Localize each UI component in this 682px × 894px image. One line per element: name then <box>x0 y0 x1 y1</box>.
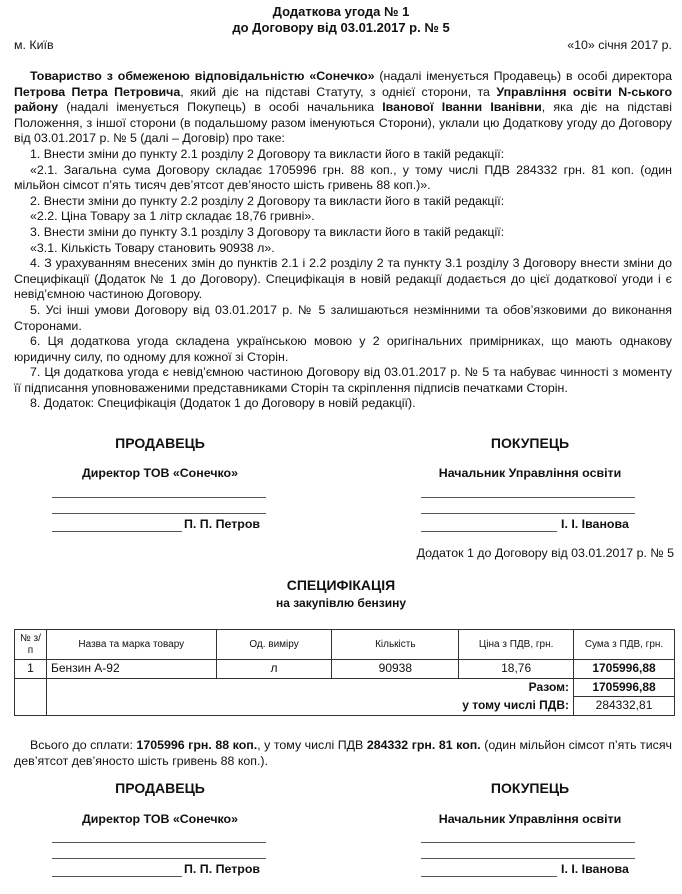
col-price: Ціна з ПДВ, грн. <box>459 630 574 660</box>
payment-text-2: , у тому числі ПДВ <box>257 738 367 752</box>
seller-sign-line-2b <box>52 858 266 859</box>
buyer-position-2: Начальник Управління освіти <box>438 812 622 826</box>
clause-1: 1. Внести зміни до пункту 2.1 розділу 2 Договору та викласти його в такій редакції: <box>30 146 505 161</box>
clause-8: 8. Додаток: Специфікація (Додаток 1 до Договору в новій редакції). <box>30 396 416 411</box>
buyer-label-1: ПОКУПЕЦЬ <box>490 435 570 451</box>
payment-text-3: (один мільйон сімсот п’ять тисяч дев’ятсот дев’яносто шість гривень 88 коп.). <box>14 738 672 768</box>
total-row <box>15 678 675 697</box>
intro-text-2: , який діє на підставі Статуту, з однієї сторони, та <box>180 84 497 99</box>
seller-sign-line-1a <box>52 497 266 498</box>
intro-text-3: (надалі іменується Покупець) в особі начальника <box>58 100 383 115</box>
total-value: 1705996,88 <box>574 678 675 697</box>
clause-2: 2. Внести зміни до пункту 2.2 розділу 2 Договору та викласти його в такій редакції: <box>30 193 505 208</box>
seller-director: Петрова Петра Петровича <box>14 84 181 99</box>
buyer-sign-line-2a <box>421 842 635 843</box>
seller-label-1: ПРОДАВЕЦЬ <box>115 435 205 451</box>
intro-text-4: , яка діє на підставі Положення, з іншої сторони (в подальшому разом іменуються Сторони), уклали цю Додаткову угоду до Договору від 03.01.2017 р. № 5 (далі – Договір) про таке: <box>14 100 672 146</box>
buyer-head: Іванової Іванни Іванівни <box>382 100 542 115</box>
seller-sign-line-1c <box>52 531 182 532</box>
title-line-1: Додаткова угода № 1 <box>272 4 410 19</box>
clause-2-text: «2.2. Ціна Товару за 1 літр складає 18,76 гривні». <box>30 209 315 224</box>
document-title <box>0 4 682 35</box>
seller-signer-1: П. П. Петров <box>184 517 261 531</box>
cell-sum: 1705996,88 <box>574 660 675 679</box>
seller-name: Товариство з обмеженою відповідальністю «Сонечко» <box>30 69 375 83</box>
clause-5: 5. Усі інші умови Договору від 03.01.2017 р. № 5 залишаються незмінними та обов’язковими до виконання Сторонами. <box>14 302 672 333</box>
clause-7: 7. Ця додаткова угода є невід’ємною частиною Договору від 03.01.2017 р. № 5 та набуває чинності з моменту її підписання уповноваженими представниками Сторін та скріплення підписів печатками Сторін. <box>14 365 672 395</box>
col-sum: Сума з ПДВ, грн. <box>574 630 675 660</box>
buyer-sign-line-2b <box>421 858 635 859</box>
agreement-body <box>0 69 682 412</box>
table-header-row <box>15 630 675 660</box>
spec-table <box>14 629 675 716</box>
spec-subtitle: на закупівлю бензину <box>275 596 407 610</box>
seller-sign-line-2c <box>52 876 182 877</box>
total-label: Разом: <box>46 678 573 697</box>
clause-3: 3. Внести зміни до пункту 3.1 розділу 3 Договору та викласти його в такій редакції: <box>30 224 505 239</box>
buyer-sign-line-2c <box>421 876 557 877</box>
seller-sign-line-1b <box>52 513 266 514</box>
seller-position-1: Директор ТОВ «Сонечко» <box>81 466 239 480</box>
intro-paragraph <box>0 69 682 147</box>
col-product: Назва та марка товару <box>46 630 216 660</box>
cell-number: 1 <box>15 660 47 679</box>
vat-label: у тому числі ПДВ: <box>46 697 573 716</box>
vat-value: 284332,81 <box>574 697 675 716</box>
cell-unit: л <box>216 660 332 679</box>
buyer-signer-2: І. І. Іванова <box>561 862 629 876</box>
buyer-sign-line-1b <box>421 513 635 514</box>
col-quantity: Кількість <box>332 630 459 660</box>
buyer-signer-1: І. І. Іванова <box>561 517 629 531</box>
buyer-sign-line-1a <box>421 497 635 498</box>
col-unit: Од. виміру <box>216 630 332 660</box>
clause-3-text: «3.1. Кількість Товару становить 90938 л». <box>30 240 275 255</box>
table-row <box>15 660 675 679</box>
clause-4: 4. З урахуванням внесених змін до пунктів 2.1 і 2.2 розділу 2 та пункту 3.1 розділу 3 Договору внести зміни до Специфікації (Додаток № 1 до Договору). Специфікація в новій редакції додається до цієї додаткової угоди і є невід’ємною частиною Договору. <box>14 256 672 302</box>
seller-signer-2: П. П. Петров <box>184 862 261 876</box>
buyer-sign-line-1c <box>421 531 557 532</box>
seller-position-2: Директор ТОВ «Сонечко» <box>81 812 239 826</box>
cell-price: 18,76 <box>459 660 574 679</box>
total-spacer <box>15 678 47 715</box>
title-line-2: до Договору від 03.01.2017 р. № 5 <box>232 19 450 35</box>
clause-6: 6. Ця додаткова угода складена українською мовою у 2 оригінальних примірниках, що мають однакову юридичну силу, по одному для кожної зі Сторін. <box>14 334 672 364</box>
payment-amount: 1705996 грн. 88 коп. <box>136 738 258 752</box>
payment-paragraph <box>14 738 672 769</box>
appendix-ref: Додаток 1 до Договору від 03.01.2017 р. № 5 <box>416 546 674 560</box>
col-number: № з/п <box>15 630 47 660</box>
seller-sign-line-2a <box>52 842 266 843</box>
cell-quantity: 90938 <box>332 660 459 679</box>
payment-vat: 284332 грн. 81 коп. <box>366 738 481 752</box>
intro-text-1: (надалі іменується Продавець) в особі директора <box>374 69 672 83</box>
buyer-position-1: Начальник Управління освіти <box>438 466 622 480</box>
city: м. Київ <box>14 38 54 52</box>
clause-1-text: «2.1. Загальна сума Договору складає 1705996 грн. 88 коп., у тому числі ПДВ 284332 грн. 81 коп. (один мільйон сімсот п’ять тисяч дев’ятсот дев’яносто шість гривень 88 коп.)». <box>14 162 672 193</box>
agreement-date: «10» січня 2017 р. <box>567 38 672 52</box>
payment-text-1: Всього до сплати: <box>30 738 137 752</box>
spec-title: СПЕЦИФІКАЦІЯ <box>286 577 396 593</box>
buyer-label-2: ПОКУПЕЦЬ <box>490 780 570 796</box>
cell-product: Бензин А-92 <box>46 660 216 679</box>
vat-row <box>15 697 675 716</box>
buyer-name: Управління освіти N-ського району <box>14 84 673 115</box>
seller-label-2: ПРОДАВЕЦЬ <box>115 780 205 796</box>
